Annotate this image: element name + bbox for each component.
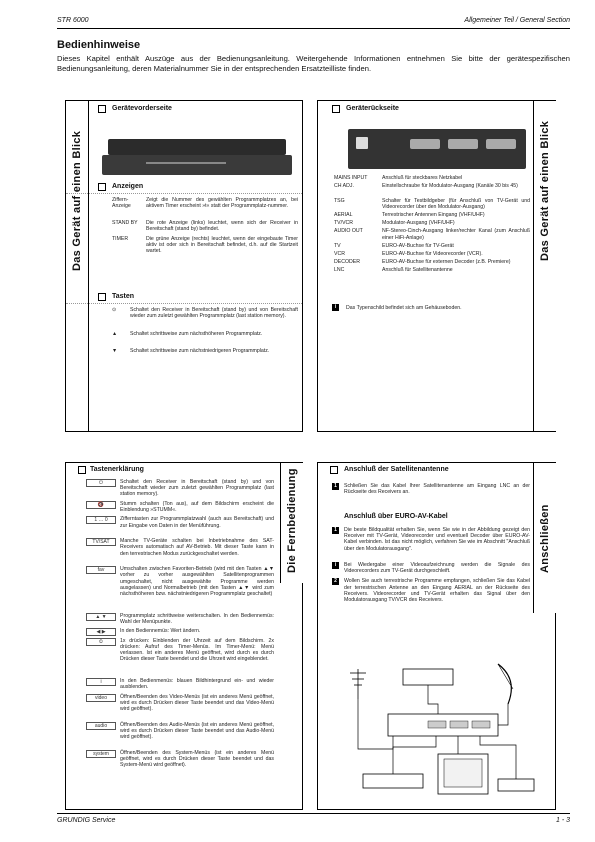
remote-key-icon: audio [86,722,116,730]
rear-item-text: NF-Stereo-Cinch-Ausgang linker/rechter Kanal (zum Anschluß einer HiFi-Anlage) [382,228,530,241]
footer-brand: GRUNDIG Service [57,817,116,824]
key-item-label: ⊙ [112,307,117,313]
receiver-front-slot [146,162,226,164]
remote-key-icon: system [86,750,116,758]
terrestrial-antenna-icon [350,669,366,699]
display-item-label: Ziffern- Anzeige [112,197,131,210]
remote-item-text: Öffnen/Beenden des Audio-Menüs (ist ein anderes Menü geöffnet, wird es durch Drücken dieser Taste beendet und das Audio-Menü wird geöffnet). [120,721,274,741]
glance-strip-left-text: Das Gerät auf einen Blick [71,130,83,271]
receiver-front-base [102,155,292,175]
display-item-text: Die rote Anzeige (links) leuchtet, wenn sich der Receiver in Bereitschaft (stand by) befindet. [146,219,298,232]
remote-key-icon: 🔇 [86,501,116,509]
rear-heading: Geräterückseite [346,105,399,112]
connect-panel [317,462,556,810]
rear-item-label: CH ADJ. [334,183,354,190]
rear-item-label: LNC [334,267,345,274]
glance-strip-right [533,101,556,431]
glance-strip-right-text: Das Gerät auf einen Blick [539,120,551,261]
keys-heading: Tasten [112,293,135,300]
rear-note-marker: i [332,304,339,311]
connect-strip [533,463,556,613]
rear-item-text: Schalter für Testbildgeber (für Anschluß von TV-Gerät und Videorecorder über den Modulator-Ausgang) [382,197,530,210]
decoder-box [403,669,453,685]
key-item-label: ▲ [112,330,118,337]
sat-step-text: Schließen Sie das Kabel Ihrer Satellitenantenne am Eingang LNC an der Rückseite des Receivers an. [344,483,530,496]
remote-item-text: Öffnen/Beenden des Video-Menüs (ist ein anderes Menü geöffnet, wird es durch Drücken dieser Taste beendet und das Video-Menü wird geöffnet). [120,693,274,713]
rear-panel [317,100,556,432]
rear-note: Das Typenschild befindet sich am Gehäuseboden. [346,305,462,311]
sat-heading-marker [330,466,338,474]
remote-heading-marker [78,466,86,474]
remote-strip [280,463,303,583]
remote-strip-text: Die Fernbedienung [286,468,298,573]
connection-diagram [348,659,538,809]
display-heading: Anzeigen [112,183,144,190]
remote-item-text: Zifferntasten zur Programmplatzwahl (auch aus Bereitschaft) und zur Eingabe von Daten in der Menüführung. [120,516,274,529]
rear-connector-scart-2 [448,139,478,149]
glance-strip-left [66,101,89,431]
remote-item-text: Schaltet den Receiver in Bereitschaft (stand by) und von Bereitschaft wieder zum zuletzt gewählten Programmplatz (last station memory). [120,479,274,498]
euro-step-number: 2 [332,578,339,585]
rear-item-label: DECODER [334,259,360,266]
rear-item-text: EURO-AV-Buchse für externen Decoder (z.B. Premiere) [382,259,511,266]
key-item-label: ▼ [112,348,118,354]
remote-item-text: Programmplatz schrittweise weiterschalten. In den Bediennemüs: Wahl der Menüpunkte. [120,612,274,625]
remote-key-icon: TV/SAT [86,538,116,546]
front-panel [65,100,303,432]
remote-heading: Tastenerklärung [90,466,144,473]
remote-key-icon: 1 … 0 [86,516,116,524]
rear-item-text: EURO-AV-Buchse für Videorecorder (VCR). [382,251,483,257]
key-item-text: Schaltet schrittweise zum nächsthöheren Programmplatz. [130,330,263,337]
rear-item-label: MAINS INPUT [334,175,368,181]
page-title: Bedienhinweise [57,39,141,51]
remote-key-icon: ⏲ [86,638,116,646]
display-item-text: Zeigt die Nummer des gewählten Programmplatzes an, bei aktivem Timer erscheint »t« statt der Programmplatz-nummer. [146,197,298,210]
rear-item-label: AUDIO OUT [334,228,363,235]
rear-connector-scart-1 [410,139,440,149]
euro-step-number: i [332,562,339,569]
remote-item-text: In den Bediennemüs: Wert ändern. [120,628,201,635]
rear-item-label: VCR [334,251,345,257]
page-footer [57,813,570,828]
rear-item-text: Terrestrischer Antennen Eingang (VHF/UHF) [382,212,485,218]
remote-item-text: 1x drücken: Einblenden der Uhrzeit auf dem Bildschirm. 2x drücken: Aufruf des Timer-Menüs. Im Timer-Menü: Menü verlassen. Ist ein anderes Menü geöffnet, wird durch es durch Drücken dieser Taste beendet und die Uhrzeit wird eingeblendet. [120,637,274,663]
rear-item-text: Anschluß für Satellitenantenne [382,267,453,274]
rear-connector-scart-3 [486,139,516,149]
remote-item-text: Umschalten zwischen Favoriten-Betrieb (wird mit den Tasten ▲▼ vorher zu vorher ausgewählten Satellitenprogrammen umgeschaltet, nicht ausgewählte Programme werden ausgelassen) und Normalbetrieb (mit den Tasten ▲▼ wird zum nächsthöheren bzw. nächstniedrigeren Programmplatz geschaltet) [120,566,274,597]
rear-heading-marker [332,105,340,113]
hifi-box [498,779,534,791]
display-heading-marker [98,183,106,191]
rear-item-label: TSG [334,197,345,204]
remote-item-text: Öffnen/Beenden des System-Menüs (ist ein anderes Menü geöffnet, wird es durch Drücken dieser Taste beendet und das System-Menü wird geöffnet). [120,749,274,769]
euro-heading: Anschluß über EURO-AV-Kabel [344,513,448,520]
front-heading: Gerätevorderseite [112,105,172,112]
sat-heading: Anschluß der Satellitenantenne [344,466,449,473]
header-section: Allgemeiner Teil / General Section [464,17,570,24]
sat-step-number: 1 [332,483,339,490]
euro-step-text: Wollen Sie auch terrestrische Programme empfangen, schließen Sie das Kabel der terrestrischen Antenne an den Eingang AERIAL an der Rückseite des Receivers. Videorecorder und TV-Gerät erhalten das Signal über den Modulatorausgang TV/VCR des Receivers. [344,578,530,603]
satellite-dish-icon [498,664,513,704]
remote-item-text: Stumm schalten (Ton aus), auf dem Bildschirm erscheint die Einblendung »STUMM«. [120,500,274,513]
keys-heading-marker [98,293,106,301]
key-item-text: Schaltet den Receiver in Bereitschaft (stand by) und von Bereitschaft wieder zum zuletzt gewählten Programmplatz (last station memory). [130,307,298,320]
display-item-label: TIMER [112,236,129,242]
euro-step-number: 1 [332,527,339,534]
remote-key-icon: i [86,678,116,686]
rear-item-label: TV/VCR [334,220,354,227]
remote-item-text: In den Bedienmenüs: blauen Bildhintergrund ein- und wieder ausblenden. [120,678,274,691]
remote-key-icon: ▲ ▼ [86,613,116,621]
front-heading-marker [98,105,106,113]
remote-key-icon: ◀ ▶ [86,628,116,636]
vcr-box [363,774,423,788]
page-header [57,14,570,29]
euro-step-text: Die beste Bildqualität erhalten Sie, wenn Sie wie in der Abbildung gezeigt den Receiver mit TV-Gerät, Videorecorder und eventuell Decoder über EURO-AV-Kabel verbinden. Ist das nicht möglich, verfahren Sie wie im Abschnitt "Anschluß über den Modulatorausgang". [344,527,530,552]
remote-item-text: Manche TV-Geräte schalten bei Inbetriebnahme des SAT-Receivers automatisch auf AV-Betrieb. Mit dieser Taste kann in den terrestrischen Modus zurückgeschaltet werden. [120,538,274,557]
remote-key-icon: ⏻ [86,479,116,487]
rear-item-label: AERIAL [334,212,353,218]
rear-item-label: TV [334,242,341,249]
header-model: STR 6000 [57,17,89,24]
rear-item-text: Modulator-Ausgang (VHF/UHF) [382,220,455,227]
remote-key-icon: video [86,694,116,702]
display-item-label: STAND BY [112,219,138,226]
connect-strip-text: Anschließen [539,504,551,573]
display-item-text: Die grüne Anzeige (rechts) leuchtet, wenn der eingebaute Timer aktiv ist oder sich in Bereitschaft befindet, d.h. auf die Startzeit wartet. [146,236,298,255]
rear-item-text: EURO-AV-Buchse für TV-Gerät [382,242,454,249]
euro-step-text: Bei Wiedergabe einer Videoaufzeichnung werden die Signale des Videorecorders zum TV-Gerät durchgeschleift. [344,562,530,575]
rear-item-text: Einstellschraube für Modulator-Ausgang (Kanäle 30 bis 45) [382,183,518,190]
remote-key-icon: fav [86,566,116,574]
rear-power-socket [356,137,368,149]
key-item-text: Schaltet schrittweise zum nächstniedrigeren Programmplatz. [130,348,270,354]
footer-page-number: 1 - 3 [555,817,570,824]
rear-item-text: Anschluß für steckbares Netzkabel [382,175,463,181]
intro-text: Dieses Kapitel enthält Auszüge aus der Bedienungsanleitung. Weitergehende Informationen entnehmen Sie bitte der gerätespezifischen Bedienungsanleitung, deren Materialnummer Sie in der entsprechenden Ersatzteilliste finden. [57,54,570,73]
remote-panel [65,462,303,810]
receiver-front-image [108,139,286,155]
receiver-rear-image [348,129,526,169]
